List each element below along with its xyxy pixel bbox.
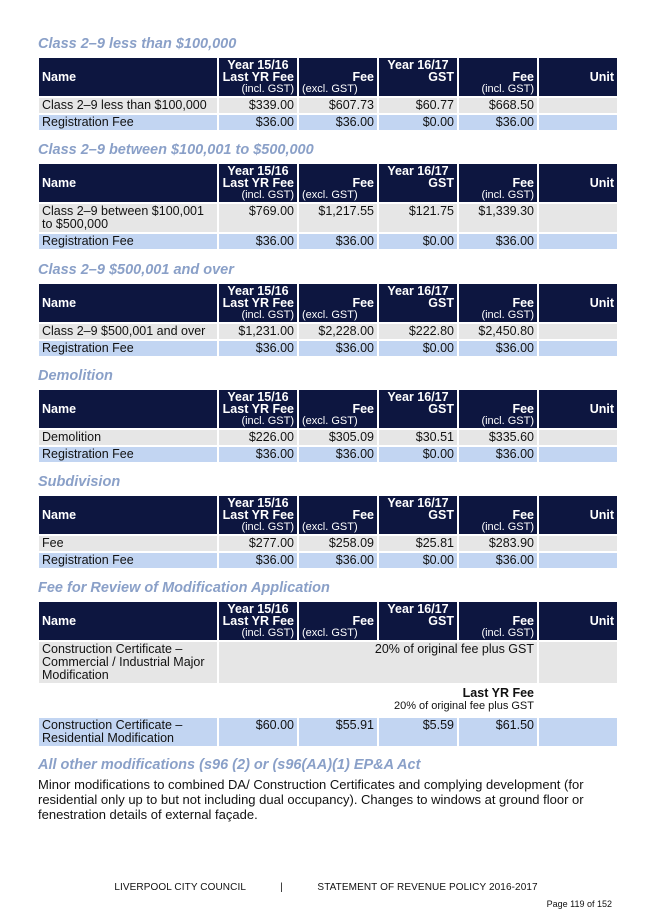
header-fee-excl: Fee (excl. GST)	[299, 602, 377, 640]
header-last-yr-fee: Year 15/16 Last YR Fee (incl. GST)	[219, 496, 297, 534]
table-row	[39, 553, 617, 568]
row-gst: $0.00	[379, 553, 457, 568]
row-last-yr-note: Last YR Fee 20% of original fee plus GST	[219, 685, 537, 716]
row-last-yr-fee: $60.00	[219, 718, 297, 746]
header-unit: Unit	[539, 164, 617, 202]
page-number: Page 119 of 152	[546, 899, 612, 909]
row-unit	[539, 341, 617, 356]
row-name: Registration Fee	[39, 341, 217, 356]
row-unit	[539, 204, 617, 232]
row-fee-excl: $305.09	[299, 430, 377, 445]
row-fee-incl: $1,339.30	[459, 204, 537, 232]
row-fee-incl: $283.90	[459, 536, 537, 551]
row-fee-excl: $36.00	[299, 447, 377, 462]
row-fee-excl: $2,228.00	[299, 324, 377, 339]
row-fee-incl: $335.60	[459, 430, 537, 445]
row-last-yr-fee: $36.00	[219, 115, 297, 130]
header-name: Name	[39, 390, 217, 428]
fee-table	[37, 282, 619, 358]
footer-separator: |	[280, 882, 283, 893]
modification-fee-table	[37, 600, 619, 748]
row-fee-description: 20% of original fee plus GST	[219, 642, 537, 683]
row-gst: $121.75	[379, 204, 457, 232]
row-fee-incl: $36.00	[459, 341, 537, 356]
header-name: Name	[39, 58, 217, 96]
header-unit: Unit	[539, 390, 617, 428]
row-unit	[539, 536, 617, 551]
fee-table	[37, 162, 619, 251]
table-row	[39, 341, 617, 356]
row-unit	[539, 447, 617, 462]
row-fee-incl: $36.00	[459, 553, 537, 568]
header-last-yr-fee: Year 15/16 Last YR Fee (incl. GST)	[219, 164, 297, 202]
section-title-modification: Fee for Review of Modification Application	[38, 580, 330, 596]
table-row	[39, 234, 617, 249]
fee-table	[37, 56, 619, 132]
table-row	[39, 430, 617, 445]
header-unit: Unit	[539, 58, 617, 96]
row-unit	[539, 98, 617, 113]
section-title: Class 2–9 between $100,001 to $500,000	[38, 142, 314, 158]
section-title: Class 2–9 less than $100,000	[38, 36, 237, 52]
row-last-yr-fee: $36.00	[219, 341, 297, 356]
header-gst: Year 16/17 GST	[379, 164, 457, 202]
header-gst: Year 16/17 GST	[379, 390, 457, 428]
row-fee-excl: $36.00	[299, 115, 377, 130]
row-unit	[539, 685, 617, 716]
row-last-yr-fee: $36.00	[219, 447, 297, 462]
row-name: Registration Fee	[39, 115, 217, 130]
header-gst: Year 16/17 GST	[379, 602, 457, 640]
row-unit	[539, 324, 617, 339]
row-fee-excl: $36.00	[299, 234, 377, 249]
section-title-other: All other modifications (s96 (2) or (s96(AA)(1) EP&A Act	[38, 757, 421, 773]
row-last-yr-fee: $277.00	[219, 536, 297, 551]
header-fee-excl: Fee (excl. GST)	[299, 284, 377, 322]
header-fee-incl: Fee (incl. GST)	[459, 602, 537, 640]
row-fee-excl: $607.73	[299, 98, 377, 113]
row-fee-incl: $61.50	[459, 718, 537, 746]
row-last-yr-fee: $1,231.00	[219, 324, 297, 339]
header-last-yr-fee: Year 15/16 Last YR Fee (incl. GST)	[219, 58, 297, 96]
row-gst: $25.81	[379, 536, 457, 551]
table-row	[39, 685, 617, 716]
row-fee-excl: $55.91	[299, 718, 377, 746]
row-unit	[539, 430, 617, 445]
table-row	[39, 204, 617, 232]
row-name: Construction Certificate – Commercial / Industrial Major Modification	[39, 642, 217, 683]
header-name: Name	[39, 284, 217, 322]
table-row	[39, 718, 617, 746]
row-gst: $0.00	[379, 115, 457, 130]
row-name: Fee	[39, 536, 217, 551]
row-gst: $0.00	[379, 341, 457, 356]
row-fee-incl: $36.00	[459, 447, 537, 462]
header-last-yr-fee: Year 15/16 Last YR Fee (incl. GST)	[219, 284, 297, 322]
row-name: Construction Certificate – Residential Modification	[39, 718, 217, 746]
row-fee-incl: $36.00	[459, 234, 537, 249]
footer-doc-title: STATEMENT OF REVENUE POLICY 2016-2017	[317, 882, 538, 893]
row-last-yr-fee: $339.00	[219, 98, 297, 113]
row-gst: $222.80	[379, 324, 457, 339]
section-title: Class 2–9 $500,001 and over	[38, 262, 234, 278]
header-fee-excl: Fee (excl. GST)	[299, 164, 377, 202]
table-row	[39, 115, 617, 130]
row-unit	[539, 234, 617, 249]
row-name: Class 2–9 $500,001 and over	[39, 324, 217, 339]
row-unit	[539, 642, 617, 683]
fee-table	[37, 388, 619, 464]
row-last-yr-fee: $36.00	[219, 234, 297, 249]
header-fee-incl: Fee (incl. GST)	[459, 58, 537, 96]
row-gst: $0.00	[379, 234, 457, 249]
row-name: Registration Fee	[39, 447, 217, 462]
header-name: Name	[39, 496, 217, 534]
row-fee-excl: $36.00	[299, 341, 377, 356]
header-last-yr-fee: Year 15/16 Last YR Fee (incl. GST)	[219, 390, 297, 428]
header-gst: Year 16/17 GST	[379, 58, 457, 96]
row-name: Class 2–9 between $100,001 to $500,000	[39, 204, 217, 232]
table-row	[39, 98, 617, 113]
row-fee-excl: $36.00	[299, 553, 377, 568]
row-name: Class 2–9 less than $100,000	[39, 98, 217, 113]
table-row	[39, 447, 617, 462]
row-last-yr-fee: $769.00	[219, 204, 297, 232]
row-fee-incl: $668.50	[459, 98, 537, 113]
row-name: Registration Fee	[39, 234, 217, 249]
header-fee-excl: Fee (excl. GST)	[299, 58, 377, 96]
header-unit: Unit	[539, 496, 617, 534]
page-footer	[0, 882, 652, 893]
row-name: Demolition	[39, 430, 217, 445]
header-last-yr-fee: Year 15/16 Last YR Fee (incl. GST)	[219, 602, 297, 640]
section-title: Demolition	[38, 368, 113, 384]
header-fee-incl: Fee (incl. GST)	[459, 390, 537, 428]
row-fee-incl: $36.00	[459, 115, 537, 130]
header-name: Name	[39, 164, 217, 202]
other-modifications-text: Minor modifications to combined DA/ Construction Certificates and complying development (for residential only up to but not including dual occupancy). Changes to windows at ground floor or fenestration details of external façade.	[38, 777, 584, 822]
row-gst: $5.59	[379, 718, 457, 746]
table-row	[39, 642, 617, 683]
footer-org: LIVERPOOL CITY COUNCIL	[114, 882, 246, 893]
row-gst: $0.00	[379, 447, 457, 462]
header-fee-incl: Fee (incl. GST)	[459, 284, 537, 322]
header-fee-incl: Fee (incl. GST)	[459, 164, 537, 202]
row-name	[39, 685, 217, 716]
row-fee-excl: $258.09	[299, 536, 377, 551]
row-last-yr-fee: $226.00	[219, 430, 297, 445]
header-fee-excl: Fee (excl. GST)	[299, 496, 377, 534]
row-last-yr-fee: $36.00	[219, 553, 297, 568]
header-unit: Unit	[539, 284, 617, 322]
row-name: Registration Fee	[39, 553, 217, 568]
header-fee-excl: Fee (excl. GST)	[299, 390, 377, 428]
row-unit	[539, 553, 617, 568]
header-gst: Year 16/17 GST	[379, 496, 457, 534]
header-unit: Unit	[539, 602, 617, 640]
row-unit	[539, 115, 617, 130]
row-fee-excl: $1,217.55	[299, 204, 377, 232]
header-name: Name	[39, 602, 217, 640]
table-row	[39, 536, 617, 551]
row-fee-incl: $2,450.80	[459, 324, 537, 339]
header-fee-incl: Fee (incl. GST)	[459, 496, 537, 534]
header-gst: Year 16/17 GST	[379, 284, 457, 322]
fee-table	[37, 494, 619, 570]
row-gst: $30.51	[379, 430, 457, 445]
row-unit	[539, 718, 617, 746]
row-gst: $60.77	[379, 98, 457, 113]
table-row	[39, 324, 617, 339]
section-title: Subdivision	[38, 474, 121, 490]
